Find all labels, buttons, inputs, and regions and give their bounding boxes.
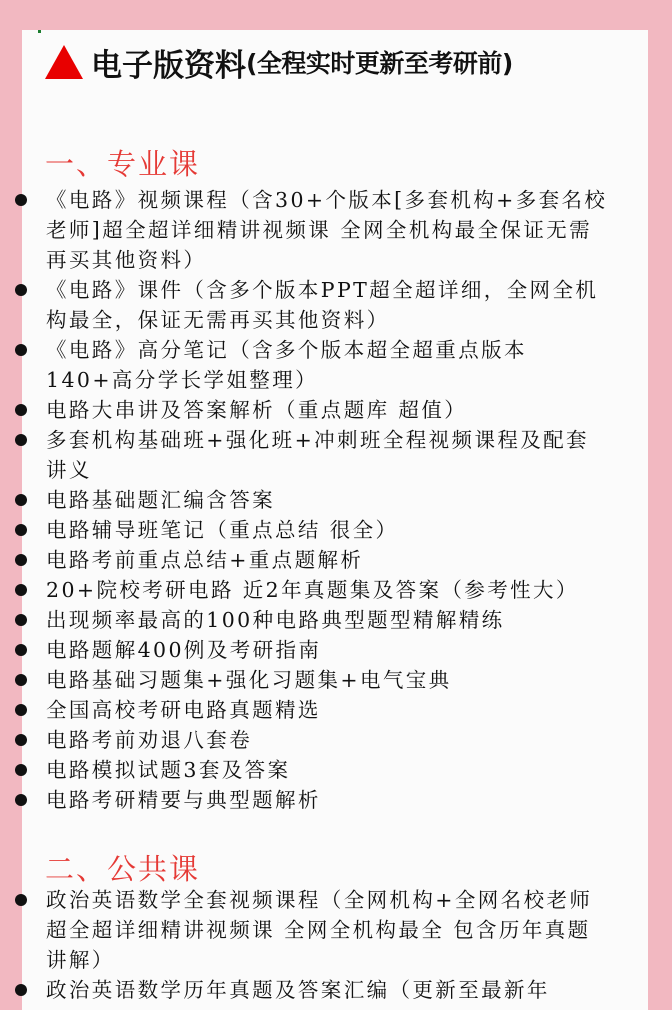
list-item	[10, 515, 610, 545]
list-item	[10, 975, 610, 1005]
bullet-icon	[15, 524, 27, 536]
list-item	[10, 885, 610, 975]
list-item-text: 政治英语数学历年真题及答案汇编（更新至最新年	[46, 978, 550, 1002]
list-item-text: 20+院校考研电路 近2年真题集及答案（参考性大）	[46, 578, 579, 602]
list-item-text: 电路考研精要与典型题解析	[46, 788, 321, 812]
major-course-list	[10, 185, 610, 815]
list-item-text: 《电路》视频课程（含30+个版本[多套机构+多套名校老师]超全超详细精讲视频课 全网全机构最全保证无需再买其他资料）	[46, 188, 608, 272]
warning-triangle-icon	[45, 45, 83, 79]
list-item-text: 电路基础习题集+强化习题集+电气宝典	[46, 668, 452, 692]
section-heading-major: 一、专业课	[45, 147, 201, 181]
title-subtitle: (全程实时更新至考研前)	[246, 49, 513, 78]
bullet-icon	[15, 794, 27, 806]
list-item	[10, 545, 610, 575]
bullet-icon	[15, 554, 27, 566]
list-item	[10, 695, 610, 725]
list-item	[10, 425, 610, 485]
list-item-text: 电路大串讲及答案解析（重点题库 超值）	[46, 398, 468, 422]
bullet-icon	[15, 614, 27, 626]
list-item	[10, 785, 610, 815]
list-item-text: 电路模拟试题3套及答案	[46, 758, 291, 782]
bullet-icon	[15, 644, 27, 656]
bullet-icon	[15, 404, 27, 416]
bullet-icon	[15, 734, 27, 746]
list-item	[10, 665, 610, 695]
title-main: 电子版资料	[91, 47, 246, 84]
bullet-icon	[15, 584, 27, 596]
list-item-text: 出现频率最高的100种电路典型题型精解精练	[46, 608, 505, 632]
public-course-list	[10, 885, 610, 1005]
section-heading-public: 二、公共课	[45, 852, 201, 886]
bullet-icon	[15, 494, 27, 506]
list-item-text: 政治英语数学全套视频课程（全网机构+全网名校老师超全超详细精讲视频课 全网全机构最全 包含历年真题讲解）	[46, 888, 593, 972]
bullet-icon	[15, 764, 27, 776]
list-item-text: 电路基础题汇编含答案	[46, 488, 275, 512]
list-item	[10, 185, 610, 275]
list-item-text: 《电路》高分笔记（含多个版本超全超重点版本140+高分学长学姐整理）	[46, 338, 527, 392]
list-item	[10, 725, 610, 755]
bullet-icon	[15, 894, 27, 906]
list-item-text: 电路考前劝退八套卷	[46, 728, 253, 752]
list-item	[10, 575, 610, 605]
bullet-icon	[15, 284, 27, 296]
bullet-icon	[15, 704, 27, 716]
page-title	[45, 38, 513, 86]
list-item-text: 《电路》课件（含多个版本PPT超全超详细，全网全机构最全，保证无需再买其他资料）	[46, 278, 599, 332]
list-item-text: 电路辅导班笔记（重点总结 很全）	[46, 518, 399, 542]
bullet-icon	[15, 674, 27, 686]
bullet-icon	[15, 984, 27, 996]
list-item-text: 全国高校考研电路真题精选	[46, 698, 321, 722]
list-item	[10, 755, 610, 785]
list-item-text: 多套机构基础班+强化班+冲刺班全程视频课程及配套讲义	[46, 428, 589, 482]
list-item	[10, 395, 610, 425]
list-item	[10, 485, 610, 515]
bullet-icon	[15, 194, 27, 206]
list-item	[10, 635, 610, 665]
list-item-text: 电路考前重点总结+重点题解析	[46, 548, 364, 572]
list-item	[10, 275, 610, 335]
list-item	[10, 605, 610, 635]
bullet-icon	[15, 344, 27, 356]
list-item	[10, 335, 610, 395]
list-item-text: 电路题解400例及考研指南	[46, 638, 322, 662]
corner-mark	[38, 30, 41, 33]
bullet-icon	[15, 434, 27, 446]
